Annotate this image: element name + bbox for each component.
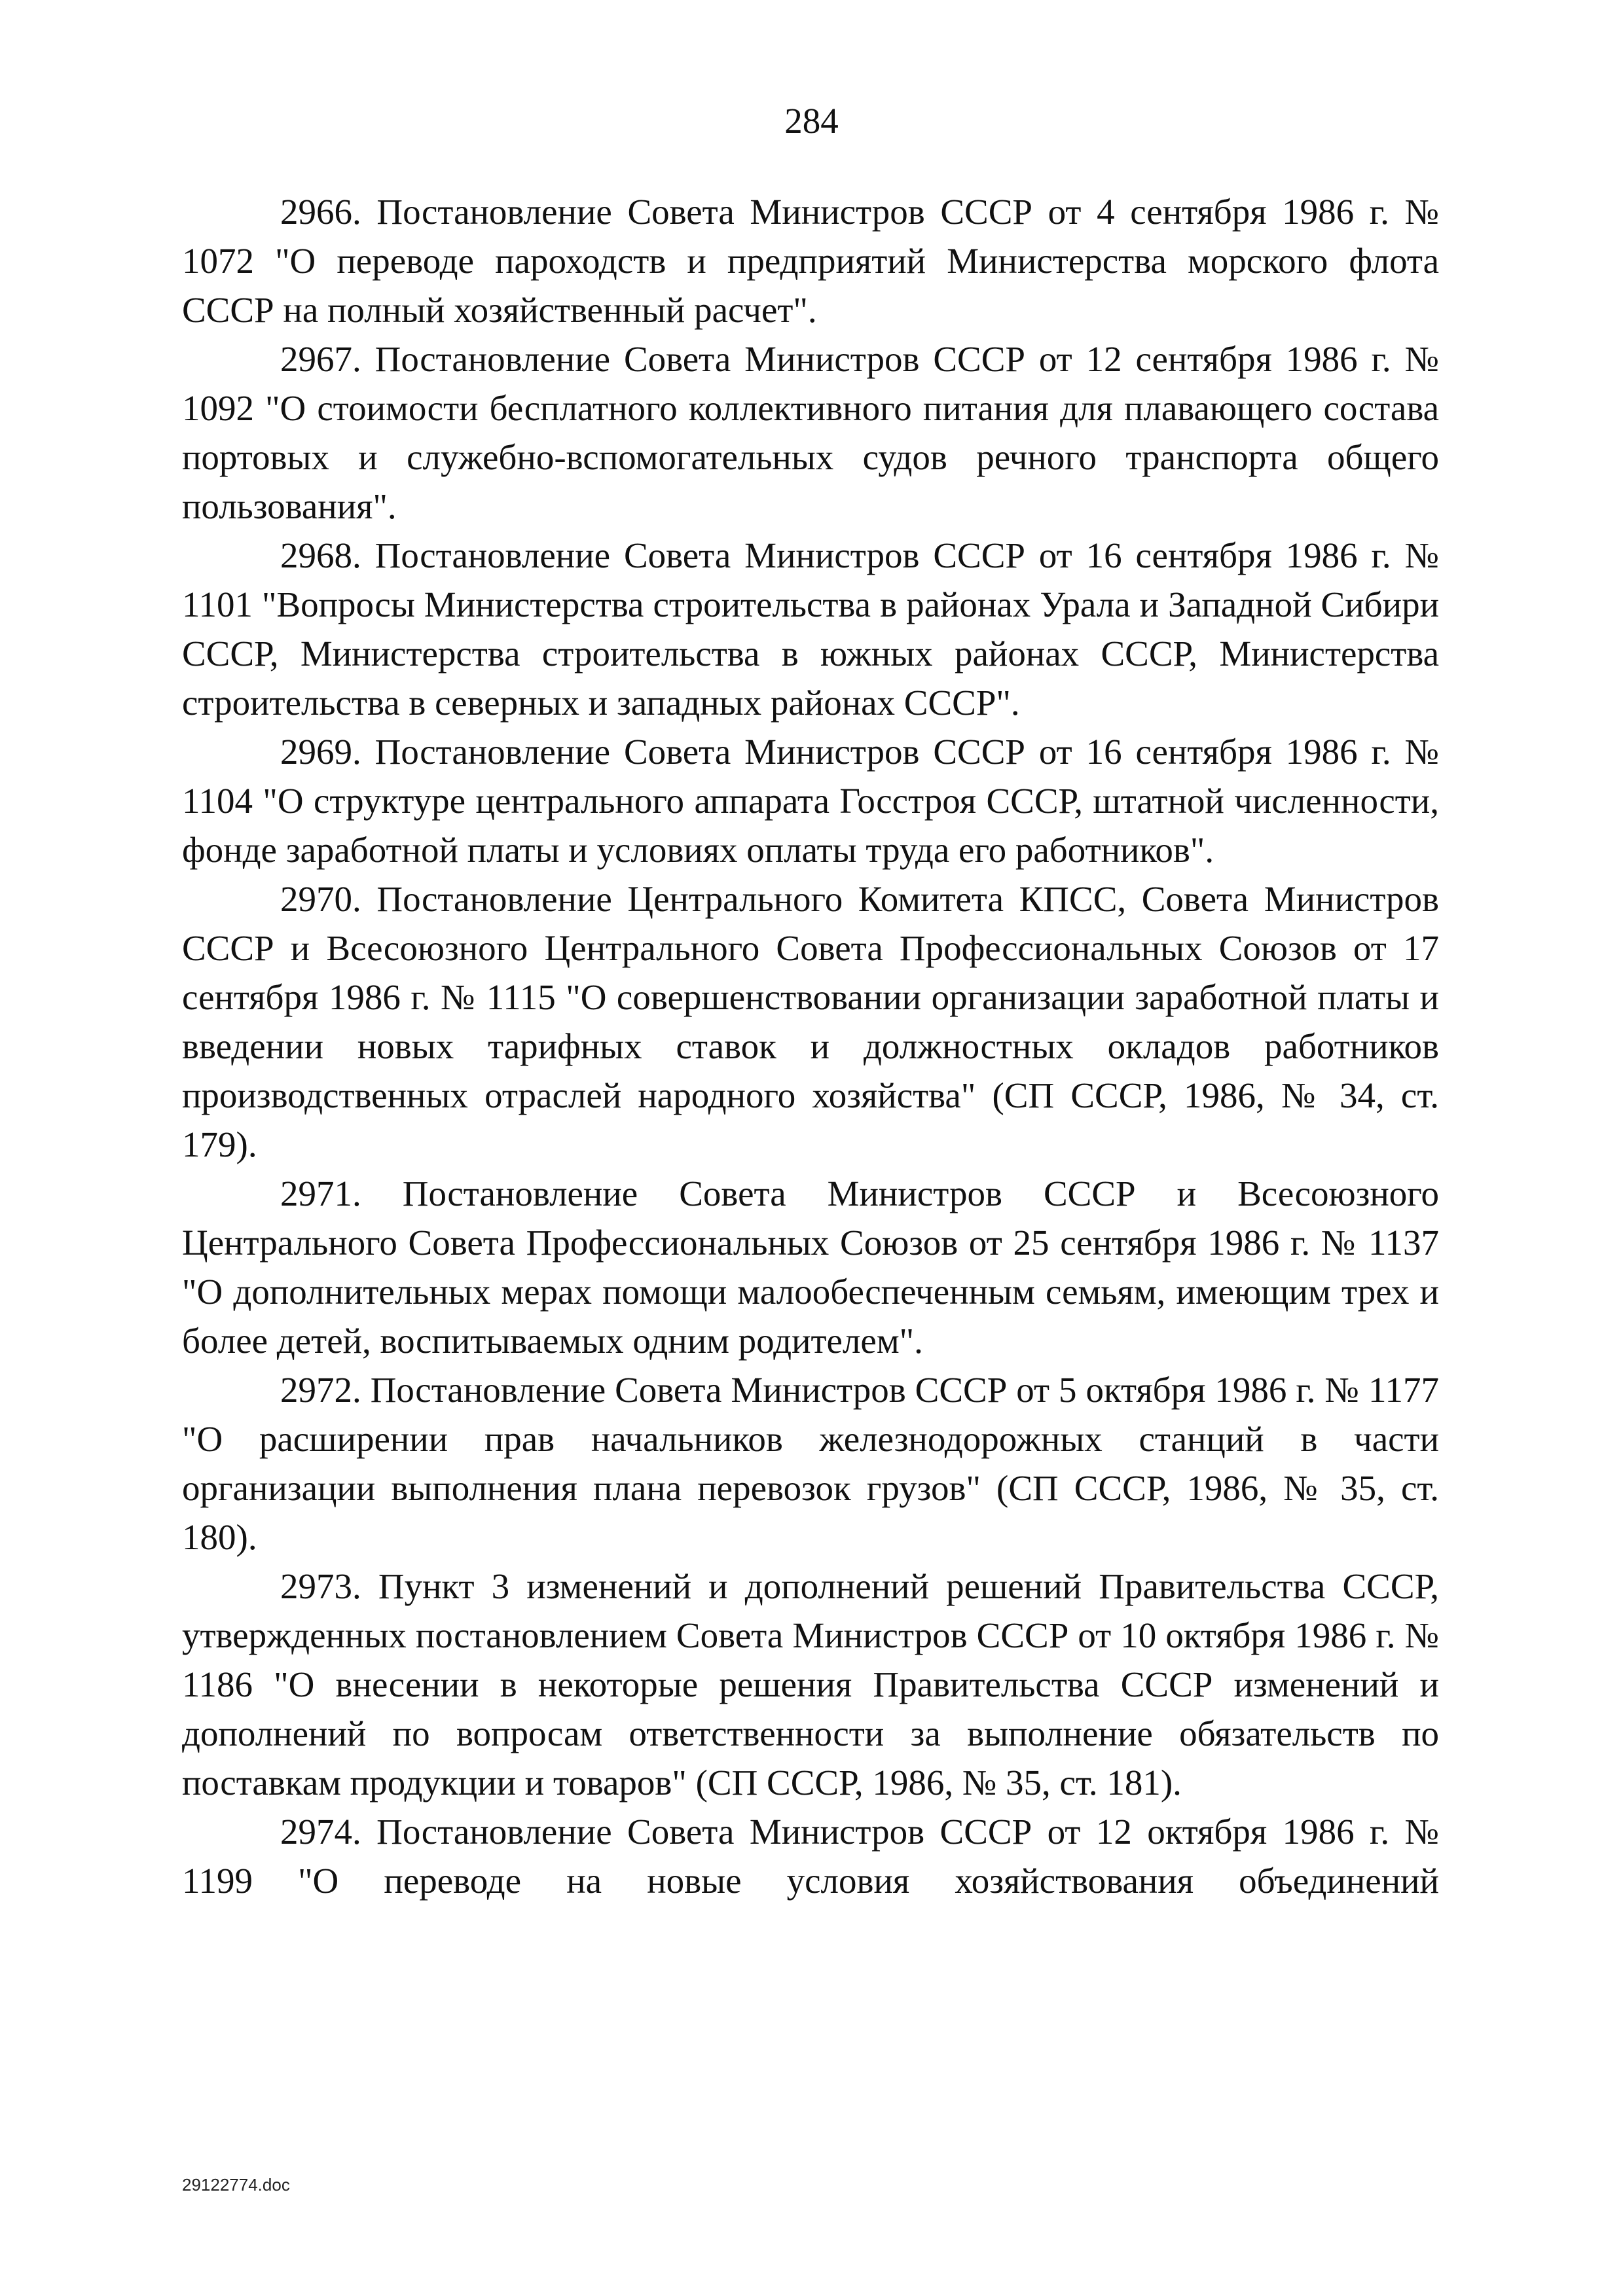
list-item: 2966. Постановление Совета Министров СССР от 4 сентября 1986 г. № 1072 "О переводе пароходств и предприятий Министерства морского флота СССР на полный хозяйственный расчет".	[182, 192, 1439, 330]
document-body	[182, 187, 1439, 1905]
list-item: 2968. Постановление Совета Министров СССР от 16 сентября 1986 г. № 1101 "Вопросы Министерства строительства в районах Урала и Западной Сибири СССР, Министерства строительства в южных районах СССР, Министерства строительства в северных и западных районах СССР".	[182, 535, 1439, 723]
page-number: 284	[784, 101, 839, 141]
list-item: 2974. Постановление Совета Министров СССР от 12 октября 1986 г. № 1199 "О переводе на новые условия хозяйствования объединений	[182, 1812, 1439, 1901]
list-item: 2973. Пункт 3 изменений и дополнений решений Правительства СССР, утвержденных постановлением Совета Министров СССР от 10 октября 1986 г. № 1186 "О внесении в некоторые решения Правительства СССР изменений и дополнений по вопросам ответственности за выполнение обязательств по поставкам продукции и товаров" (СП СССР, 1986, № 35, ст. 181).	[182, 1566, 1439, 1803]
list-item: 2970. Постановление Центрального Комитета КПСС, Совета Министров СССР и Всесоюзного Центрального Совета Профессиональных Союзов от 17 сентября 1986 г. № 1115 "О совершенствовании организации заработной платы и введении новых тарифных ставок и должностных окладов работников производственных отраслей народного хозяйства" (СП СССР, 1986, № 34, ст. 179).	[182, 879, 1439, 1164]
list-item: 2967. Постановление Совета Министров СССР от 12 сентября 1986 г. № 1092 "О стоимости бесплатного коллективного питания для плавающего состава портовых и служебно-вспомогательных судов речного транспорта общего пользования".	[182, 339, 1439, 526]
list-item: 2972. Постановление Совета Министров СССР от 5 октября 1986 г. № 1177 "О расширении прав начальников железнодорожных станций в части организации выполнения плана перевозок грузов" (СП СССР, 1986, № 35, ст. 180).	[182, 1370, 1439, 1557]
file-name-footer: 29122774.doc	[182, 2175, 290, 2195]
list-item: 2969. Постановление Совета Министров СССР от 16 сентября 1986 г. № 1104 "О структуре центрального аппарата Госстроя СССР, штатной численности, фонде заработной платы и условиях оплаты труда его работников".	[182, 732, 1439, 870]
list-item: 2971. Постановление Совета Министров СССР и Всесоюзного Центрального Совета Профессиональных Союзов от 25 сентября 1986 г. № 1137 "О дополнительных мерах помощи малообеспеченным семьям, имеющим трех и более детей, воспитываемых одним родителем".	[182, 1174, 1439, 1361]
